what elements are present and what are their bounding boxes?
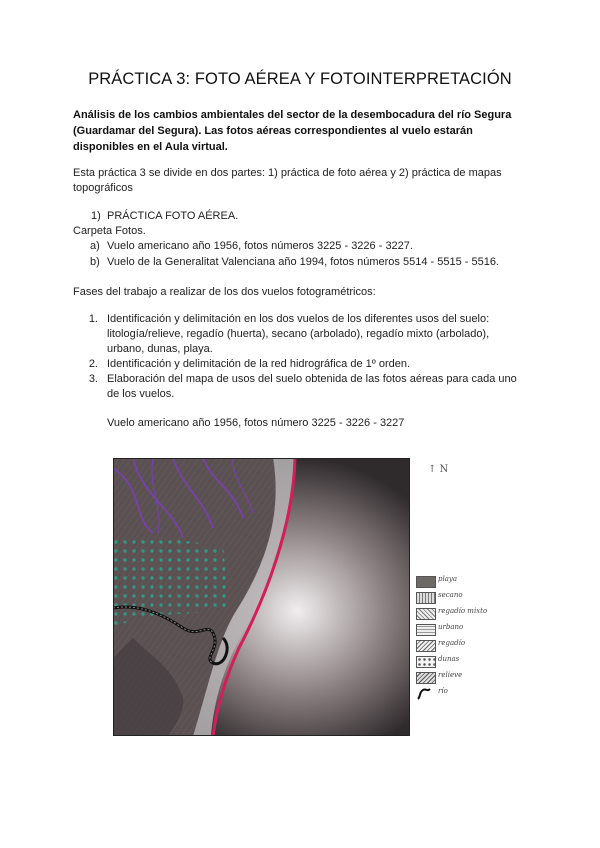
intro-line-1: Análisis de los cambios ambientales del sector de la desembocadura del río Segura [73, 109, 512, 121]
fase-1-line-3: urbano, dunas, playa. [107, 343, 213, 355]
flight-marker-b: b) [90, 256, 100, 268]
legend-label: playa [438, 575, 458, 583]
paragraph-line-1: Esta práctica 3 se divide en dos partes: 1) práctica de foto aérea y 2) práctica de mapas [73, 167, 502, 179]
legend-swatch-playa [416, 576, 436, 588]
legend-label: río [438, 687, 448, 695]
legend-label: regadío [438, 639, 466, 647]
page-title: PRÁCTICA 3: FOTO AÉREA Y FOTOINTERPRETACIÓN [88, 70, 512, 88]
fase-3-line-1: Elaboración del mapa de usos del suelo obtenida de las fotos aéreas para cada uno [107, 373, 517, 385]
legend-label: regadío mixto [438, 607, 488, 615]
map-legend [410, 458, 488, 738]
flight-marker-a: a) [90, 240, 100, 252]
section-label: PRÁCTICA FOTO AÉREA. [107, 210, 239, 222]
section-number: 1) [91, 210, 101, 222]
legend-label: urbano [438, 623, 464, 631]
flight-a: Vuelo americano año 1956, fotos números 3225 - 3226 - 3227. [107, 240, 413, 252]
legend-swatch-regadio-mixto [416, 608, 436, 620]
legend-swatch-urbano [416, 624, 436, 636]
aerial-photo-map [113, 458, 410, 736]
fase-1-line-2: litología/relieve, regadío (huerta), secano (arbolado), regadío mixto (arbolado), [107, 328, 490, 340]
legend-label: dunas [438, 655, 460, 663]
north-arrow: ↑ N [428, 464, 449, 475]
fase-1-line-1: Identificación y delimitación en los dos vuelos de los diferentes usos del suelo: [107, 313, 490, 325]
legend-label: relieve [438, 671, 463, 679]
intro-line-2: (Guardamar del Segura). Las fotos aéreas correspondientes al vuelo estarán [73, 125, 473, 137]
paragraph-line-2: topográficos [73, 182, 133, 194]
river-symbol-icon [416, 686, 434, 700]
flight-b: Vuelo de la Generalitat Valenciana año 1994, fotos números 5514 - 5515 - 5516. [107, 256, 499, 268]
legend-swatch-relieve [416, 672, 436, 684]
legend-swatch-dunas [416, 656, 436, 668]
photo-caption: Vuelo americano año 1956, fotos número 3225 - 3226 - 3227 [107, 417, 405, 429]
fase-2-marker: 2. [88, 358, 98, 370]
fase-3-line-2: de los vuelos. [107, 388, 175, 400]
intro-line-3: disponibles en el Aula virtual. [73, 141, 228, 153]
legend-label: secano [438, 591, 463, 599]
fase-3-marker: 3. [88, 373, 98, 385]
fases-heading: Fases del trabajo a realizar de los dos vuelos fotogramétricos: [73, 286, 376, 298]
legend-swatch-regadio [416, 640, 436, 652]
fase-1-marker: 1. [88, 313, 98, 325]
legend-swatch-secano [416, 592, 436, 604]
fase-2-line-1: Identificación y delimitación de la red hidrográfica de 1º orden. [107, 358, 411, 370]
carpeta-label: Carpeta Fotos. [73, 225, 146, 237]
